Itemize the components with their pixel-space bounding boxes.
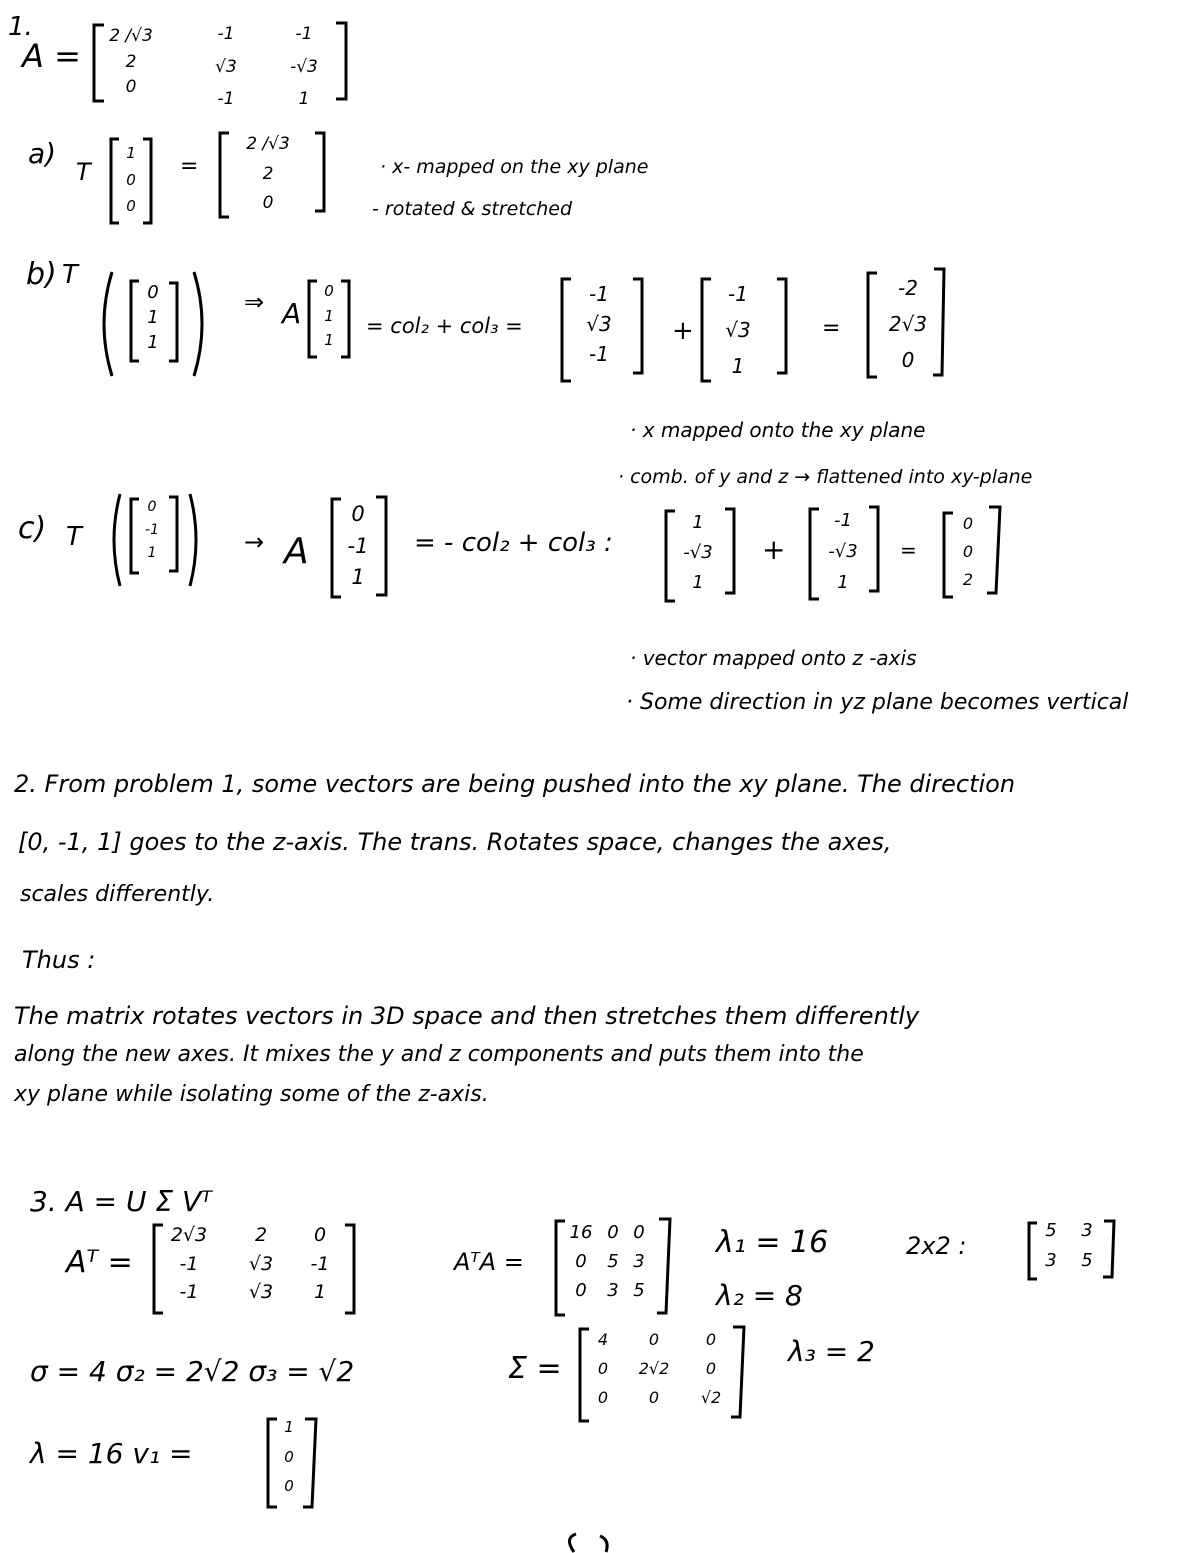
part-c-arrow: → (244, 528, 265, 556)
matrix-entry: √3 (248, 1252, 274, 1275)
part-b-vec2 (318, 284, 340, 348)
a-transpose-col-1 (162, 1226, 216, 1302)
vector-entry: -1 (347, 533, 369, 558)
matrix-entry: √2 (700, 1388, 722, 1407)
vector-entry: 0 (324, 282, 334, 300)
vector-entry: -1 (145, 522, 159, 538)
problem-1-number: 1. (8, 12, 33, 42)
matrix-entry: -1 (179, 1281, 199, 1303)
vector-entry: 1 (324, 331, 334, 349)
vector-entry: 1 (147, 307, 159, 328)
part-b-note-1: · x mapped onto the xy plane (630, 418, 926, 442)
part-b-implies: ⇒ (244, 288, 265, 316)
matrix-entry: 0 (313, 1224, 327, 1246)
ata-col-2 (600, 1224, 626, 1300)
part-b-v1-right-bracket (630, 276, 648, 376)
sigma-matrix-col-2 (634, 1332, 674, 1406)
vector-entry: 1 (692, 512, 704, 533)
part-b-v1 (574, 284, 624, 364)
problem-2-line-3: scales differently. (20, 882, 215, 907)
matrix-entry: 0 (648, 1330, 660, 1349)
matrix-entry: 0 (705, 1330, 717, 1349)
matrix-entry: 0 (575, 1280, 587, 1301)
vector-entry: 0 (262, 193, 274, 213)
matrix-entry: √3 (248, 1281, 274, 1303)
matrix-a-entry: √3 (215, 56, 237, 77)
vector-entry: 0 (147, 499, 157, 515)
part-c-v1 (674, 514, 722, 592)
matrix-a-entry: -√3 (290, 56, 318, 77)
vector-entry: 0 (901, 348, 915, 372)
matrix-a-col-3 (278, 26, 330, 108)
matrix-entry: 0 (597, 1388, 609, 1407)
sigma-matrix-right-bracket (728, 1324, 750, 1420)
matrix-entry: 0 (705, 1359, 717, 1378)
vector-entry: 0 (284, 1477, 294, 1495)
part-a-equals: = (180, 154, 199, 179)
matrix-entry: 4 (597, 1330, 609, 1349)
part-c-A: A (284, 531, 309, 572)
matrix-entry: 5 (633, 1280, 645, 1301)
ata-col-3 (626, 1224, 652, 1300)
ata-col-1 (566, 1224, 596, 1300)
matrix-a-entry: 0 (125, 77, 137, 97)
part-b-v2 (712, 284, 764, 376)
vector-entry: -2 (898, 276, 918, 300)
matrix-entry: 16 (569, 1222, 593, 1243)
vector-entry: 0 (284, 1447, 294, 1466)
vector-entry: 2 (962, 570, 974, 589)
part-c-right-paren (186, 490, 206, 590)
ata-label: AᵀA = (454, 1248, 524, 1276)
vector-entry: -1 (589, 282, 609, 306)
part-a-note-1: · x- mapped on the xy plane (380, 156, 649, 178)
part-c-v1-right-bracket (722, 506, 740, 596)
two-by-two-col-1 (1040, 1222, 1062, 1270)
matrix-a-label: A = (22, 37, 81, 75)
part-b-label: b) (26, 257, 57, 292)
matrix-entry: 0 (633, 1222, 645, 1243)
problem-2-para-2: along the new axes. It mixes the y and z components and puts them into the (14, 1042, 864, 1067)
part-b-vec2-right-bracket (338, 278, 354, 360)
a-transpose-label: Aᵀ = (66, 1245, 133, 1280)
two-by-two-left-bracket (1024, 1220, 1040, 1282)
a-transpose-col-2 (234, 1226, 288, 1302)
part-c-vec2-right-bracket (372, 494, 392, 598)
v1-line: λ = 16 v₁ = (30, 1437, 193, 1470)
vector-entry: -1 (834, 510, 852, 531)
v1-vector (278, 1420, 300, 1494)
two-by-two-col-2 (1076, 1222, 1098, 1270)
a-transpose-right-bracket (342, 1222, 360, 1316)
vector-entry: 0 (126, 170, 136, 189)
part-b-T: T (62, 260, 78, 290)
matrix-entry: 0 (575, 1251, 587, 1272)
vector-entry: √3 (586, 312, 612, 336)
vector-entry: 0 (962, 542, 974, 561)
part-b-note-2: · comb. of y and z → flattened into xy-plane (618, 466, 1033, 488)
part-b-plus: + (672, 316, 694, 346)
problem-2-thus: Thus : (22, 946, 96, 974)
matrix-a-entry: 2 (125, 51, 137, 72)
vector-entry: 1 (692, 572, 704, 593)
part-c-result-right-bracket (984, 504, 1006, 596)
part-b-expression: = col₂ + col₃ = (366, 314, 523, 338)
matrix-entry: 0 (648, 1388, 660, 1407)
part-c-v2-right-bracket (866, 504, 884, 594)
problem-2-para-3: xy plane while isolating some of the z-axis. (14, 1082, 489, 1107)
part-b-left-paren (92, 268, 116, 380)
part-b-A: A (282, 297, 302, 330)
matrix-a-col-2 (200, 26, 252, 108)
matrix-a-entry: -1 (217, 89, 235, 109)
a-transpose-col-3 (300, 1226, 340, 1302)
matrix-entry: 3 (607, 1280, 619, 1301)
matrix-entry: 3 (633, 1251, 645, 1272)
part-c-vec2 (342, 504, 374, 588)
cut-off-bracket-marks (560, 1532, 620, 1553)
matrix-entry: 2 (254, 1224, 268, 1246)
matrix-entry: 5 (1045, 1220, 1057, 1241)
vector-entry: 2 /√3 (246, 134, 290, 154)
vector-entry: 1 (351, 565, 365, 589)
matrix-a-right-bracket (332, 20, 352, 102)
vector-entry: 1 (147, 545, 157, 561)
vector-entry: 0 (126, 197, 136, 215)
matrix-entry: 5 (1081, 1250, 1093, 1271)
matrix-entry: 0 (597, 1359, 609, 1378)
part-a-T: T (76, 158, 91, 186)
part-c-plus: + (762, 533, 786, 566)
part-a-result (228, 136, 308, 212)
matrix-entry: 2√2 (638, 1359, 670, 1378)
matrix-entry: 3 (1045, 1250, 1057, 1271)
part-b-v1-left-bracket (556, 276, 574, 384)
vector-entry: -√3 (828, 541, 858, 562)
problem-3-header: 3. A = U Σ Vᵀ (30, 1185, 212, 1218)
vector-entry: 0 (147, 282, 159, 303)
part-c-result (954, 516, 982, 588)
part-c-vector-right-bracket (166, 494, 182, 574)
lambda-2: λ₂ = 8 (716, 1279, 803, 1312)
problem-2-para-1: The matrix rotates vectors in 3D space and then stretches them differently (14, 1002, 920, 1030)
vector-entry: 0 (351, 502, 365, 526)
part-c-note-2: · Some direction in yz plane becomes vertical (626, 690, 1129, 715)
vector-entry: 1 (837, 572, 849, 593)
matrix-entry: 5 (607, 1251, 619, 1272)
matrix-entry: 1 (313, 1281, 327, 1303)
matrix-entry: 0 (607, 1222, 619, 1243)
sigma-matrix-label: Σ = (508, 1351, 562, 1386)
vector-entry: -√3 (683, 542, 713, 563)
part-c-expression: = - col₂ + col₃ : (414, 528, 613, 558)
part-b-right-paren (190, 268, 214, 380)
matrix-a-col-1 (105, 28, 157, 96)
vector-entry: 1 (147, 332, 159, 353)
vector-entry: 1 (731, 354, 745, 378)
sigma-matrix-col-1 (590, 1332, 616, 1406)
lambda-3: λ₃ = 2 (788, 1335, 875, 1368)
part-b-vector (140, 284, 166, 352)
part-a-label: a) (28, 137, 57, 170)
matrix-a-entry: -1 (295, 24, 313, 44)
vector-entry: -1 (589, 342, 609, 366)
part-a-note-2: - rotated & stretched (372, 198, 573, 220)
two-by-two-right-bracket (1100, 1218, 1120, 1280)
matrix-a-entry: 1 (298, 89, 310, 109)
vector-entry: -1 (728, 282, 748, 306)
two-by-two-label: 2x2 : (906, 1232, 967, 1260)
vector-entry: 1 (126, 144, 136, 162)
problem-2-line-2: [0, -1, 1] goes to the z-axis. The trans. Rotates space, changes the axes, (18, 828, 892, 856)
vector-entry: 1 (324, 306, 334, 325)
part-b-equals: = (822, 316, 841, 341)
sigma-matrix-col-3 (694, 1332, 728, 1406)
vector-entry: 0 (962, 514, 974, 533)
v1-right-bracket (300, 1416, 322, 1510)
part-a-vector-right-bracket (140, 136, 156, 226)
part-c-note-1: · vector mapped onto z -axis (630, 646, 917, 670)
matrix-a-entry: 2 /√3 (109, 26, 153, 46)
part-b-vector-right-bracket (166, 280, 182, 364)
part-c-v2 (818, 512, 868, 592)
matrix-entry: 3 (1081, 1220, 1093, 1241)
vector-entry: 2√3 (888, 312, 928, 336)
part-b-v2-right-bracket (774, 276, 792, 376)
part-a-result-right-bracket (312, 130, 330, 214)
ata-right-bracket (654, 1216, 676, 1316)
sigma-values: σ = 4 σ₂ = 2√2 σ₃ = √2 (30, 1355, 355, 1388)
part-b-result-right-bracket (930, 266, 950, 378)
matrix-entry: -1 (179, 1252, 199, 1275)
problem-2-line-1: 2. From problem 1, some vectors are being pushed into the xy plane. The direction (14, 770, 1016, 798)
part-c-left-paren (104, 490, 124, 590)
vector-entry: 1 (284, 1418, 294, 1436)
matrix-a-entry: -1 (217, 24, 235, 44)
vector-entry: √3 (725, 318, 751, 342)
vector-entry: 2 (262, 163, 274, 184)
part-c-T: T (66, 522, 82, 552)
part-c-label: c) (18, 511, 47, 546)
part-c-equals: = (900, 538, 917, 562)
matrix-entry: 2√3 (170, 1224, 208, 1246)
lambda-1: λ₁ = 16 (716, 1225, 829, 1260)
part-c-vector (140, 500, 164, 560)
matrix-entry: -1 (310, 1252, 330, 1275)
